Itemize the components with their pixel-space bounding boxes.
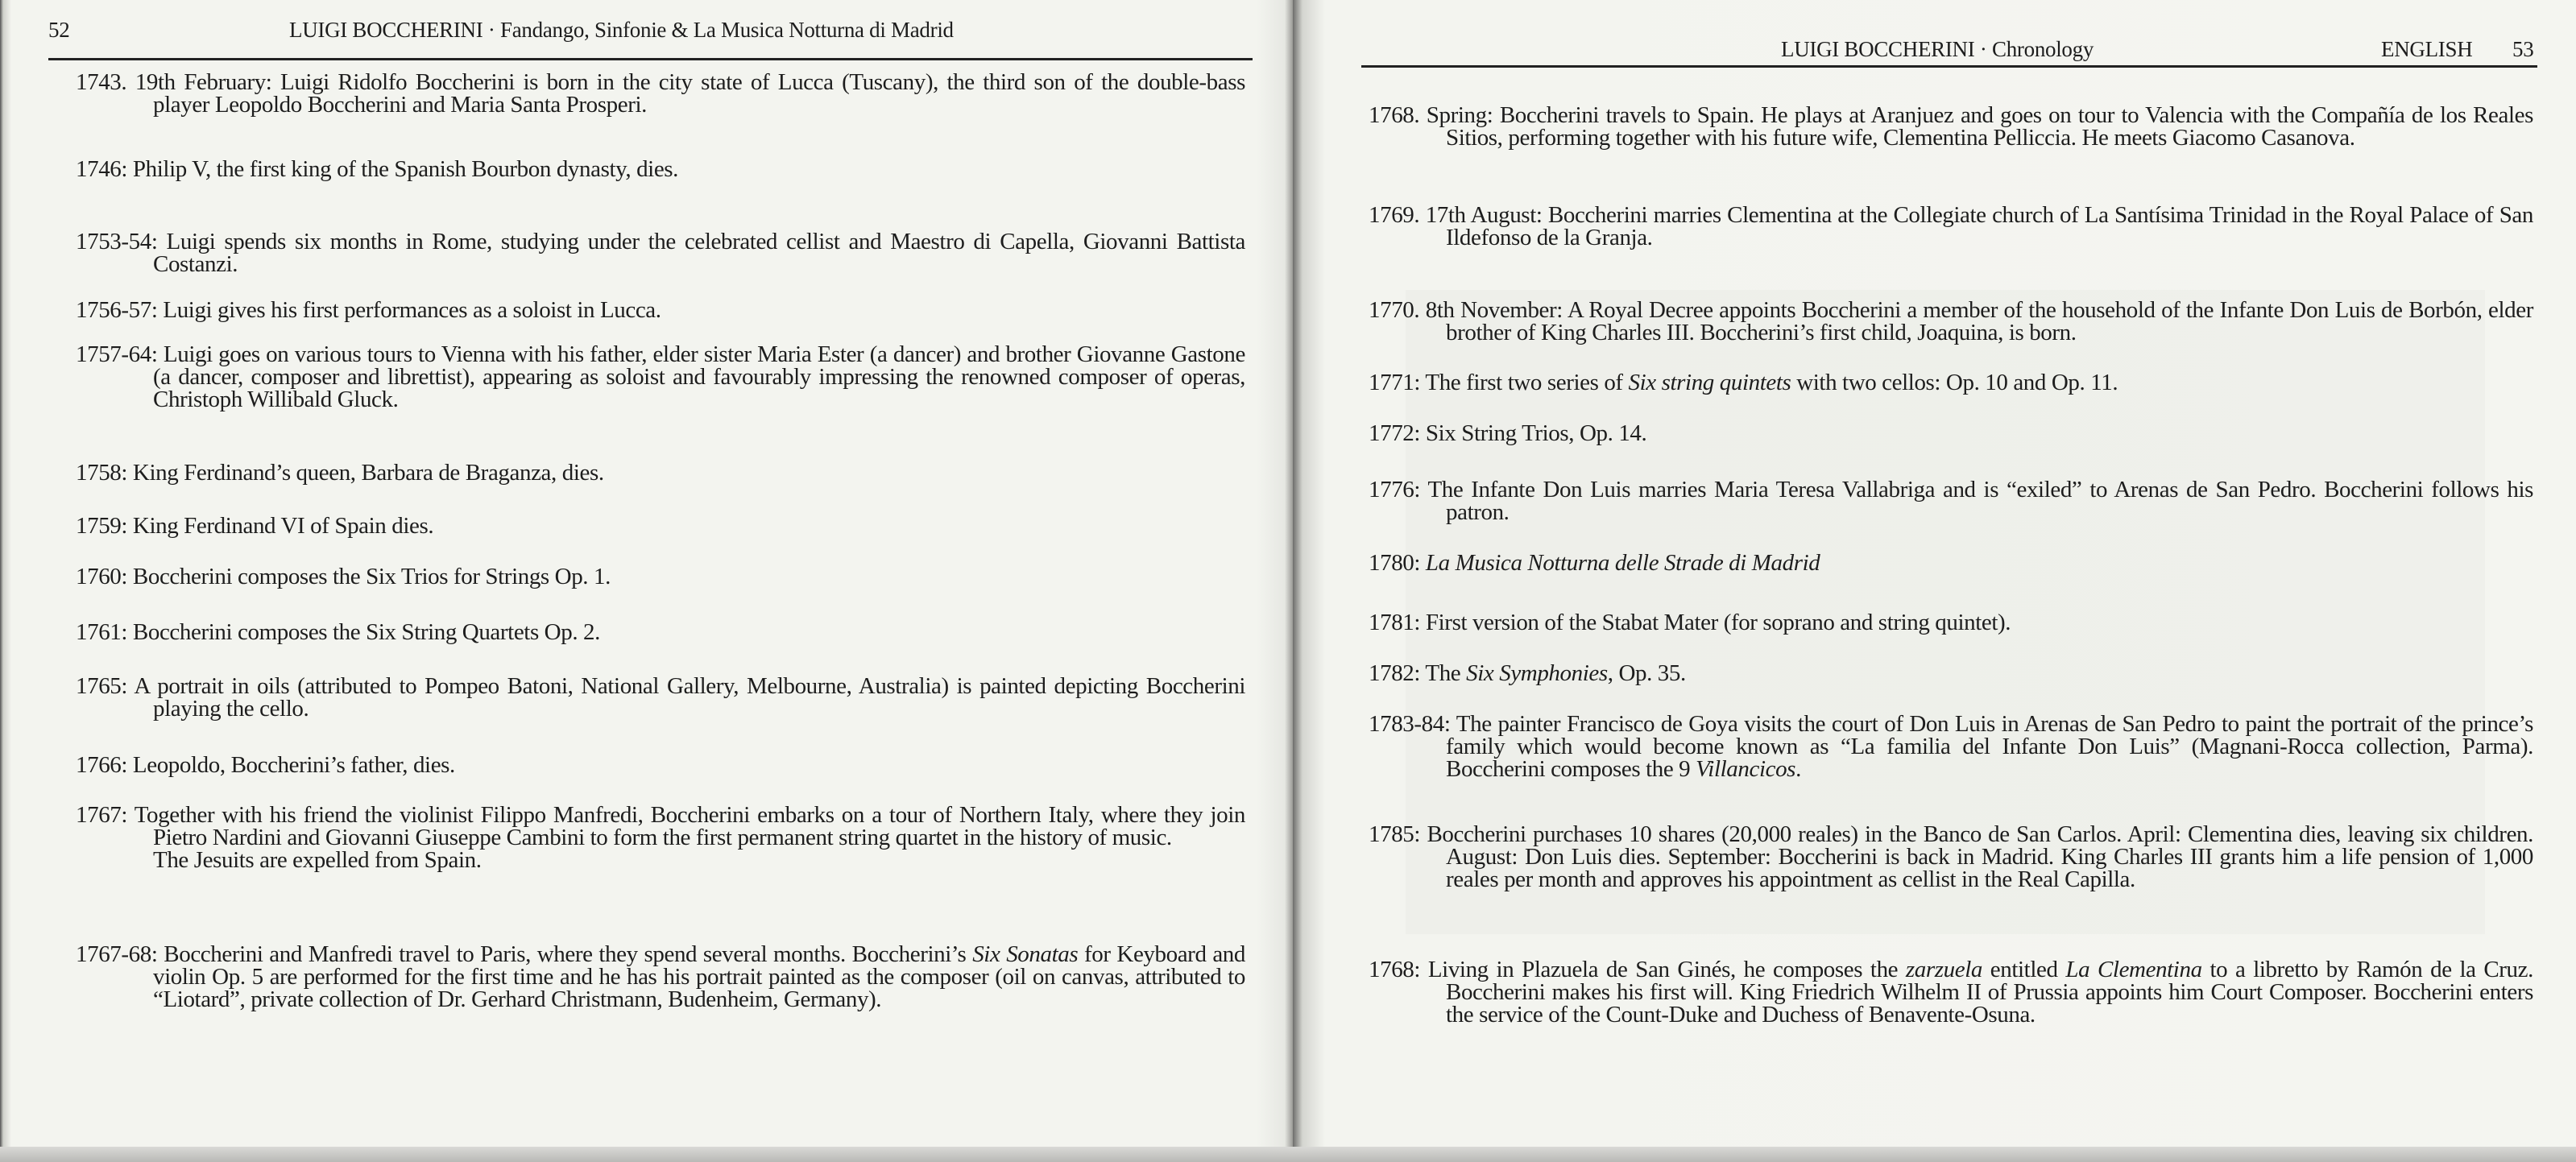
entry-text: First version of the Stabat Mater (for soprano and string quintet).	[1425, 610, 2011, 635]
entry-text: The	[1425, 660, 1467, 686]
entry-text-italic: Six Symphonies	[1466, 660, 1608, 686]
page-number: 53	[2512, 37, 2534, 61]
entry-text-italic: La Clementina	[2065, 957, 2202, 982]
entry-text-italic: Villancicos	[1696, 756, 1796, 782]
entry-text: for Keyboard and violin Op. 5 are performed for the first time and he has his portrait painted as the composer (oil on canvas, attributed to “Liotard”, private collection of Dr. Gerhard Christmann, Budenheim, Germany).	[153, 941, 1245, 1012]
entry-year: 1770.	[1369, 297, 1420, 323]
entry-year: 1780:	[1369, 550, 1421, 576]
entry-year: 1769.	[1369, 202, 1420, 228]
entry-text: .	[1795, 756, 1801, 782]
entry-year: 1776:	[1369, 477, 1421, 502]
scan-edge	[0, 1147, 2576, 1162]
entry-year: 1768.	[1369, 102, 1420, 128]
chronology-entry	[76, 461, 1245, 484]
entry-note: The Jesuits are expelled from Spain.	[153, 847, 482, 873]
entry-text: Luigi spends six months in Rome, studying under the celebrated cellist and Maestro di Capella, Giovanni Battista Costanzi.	[153, 229, 1245, 277]
chronology-entry	[76, 943, 1245, 1011]
running-title: LUIGI BOCCHERINI · Fandango, Sinfonie & La Musica Notturna di Madrid	[289, 18, 954, 42]
chronology-entry	[1369, 299, 2533, 344]
chronology-entry	[76, 299, 1245, 321]
entry-year: 1761:	[76, 619, 128, 645]
chronology-entry	[1369, 204, 2533, 249]
chronology-entry	[1369, 958, 2533, 1026]
chronology-entry	[1369, 611, 2533, 634]
entry-year: 1767-68:	[76, 941, 158, 967]
entry-year: 1767:	[76, 802, 128, 828]
chronology-entry	[76, 754, 1245, 776]
entry-text: Leopoldo, Boccherini’s father, dies.	[132, 752, 455, 778]
entry-text: King Ferdinand’s queen, Barbara de Braganza, dies.	[132, 460, 604, 486]
entry-text: Six String Trios, Op. 14.	[1425, 420, 1647, 446]
header-rule	[48, 58, 1253, 60]
entry-text: , Op. 35.	[1607, 660, 1686, 686]
entry-year: 1759:	[76, 513, 128, 539]
entry-year: 1757-64:	[76, 341, 158, 367]
chronology-entry	[1369, 104, 2533, 149]
entry-text-italic: Six Sonatas	[972, 941, 1079, 967]
running-title: LUIGI BOCCHERINI · Chronology	[1781, 37, 2094, 61]
entry-year: 1783-84:	[1369, 711, 1451, 737]
chronology-entry	[76, 158, 1245, 180]
left-page	[0, 0, 1293, 1147]
chronology-entry	[1369, 662, 2533, 684]
entry-text: Boccherini composes the Six String Quartets Op. 2.	[132, 619, 600, 645]
entry-text: Together with his friend the violinist Filippo Manfredi, Boccherini embarks on a tour of Northern Italy, where they join Pietro Nardini and Giovanni Giuseppe Cambini to form the first permanent string quartet in the history of music.	[134, 802, 1245, 850]
chronology-entry	[1369, 371, 2533, 394]
page-number: 52	[48, 18, 70, 42]
entry-text: Boccherini and Manfredi travel to Paris, where they spend several months. Boccherini’s	[164, 941, 973, 967]
language-label: ENGLISH	[2381, 37, 2473, 61]
entry-text: entitled	[1982, 957, 2066, 982]
entry-text: King Ferdinand VI of Spain dies.	[132, 513, 434, 539]
chronology-entry	[76, 515, 1245, 537]
entry-text-italic: Six string quintets	[1628, 370, 1791, 395]
entry-text: 8th November: A Royal Decree appoints Boccherini a member of the household of the Infante Don Luis de Borbón, elder brother of King Charles III. Boccherini’s first child, Joaquina, is born.	[1425, 297, 2533, 345]
entry-text-italic: La Musica Notturna delle Strade di Madrid	[1425, 550, 1820, 576]
chronology-entry	[76, 621, 1245, 643]
entry-text: The Infante Don Luis marries Maria Teresa Vallabriga and is “exiled” to Arenas de San Pedro. Boccherini follows his patron.	[1427, 477, 2533, 525]
right-page	[1293, 0, 2576, 1147]
chronology-entry	[76, 71, 1245, 116]
entry-year: 1765:	[76, 673, 128, 699]
entry-year: 1782:	[1369, 660, 1421, 686]
entry-text: Boccherini composes the Six Trios for Strings Op. 1.	[132, 564, 611, 589]
entry-year: 1785:	[1369, 821, 1421, 847]
chronology-entry	[1369, 552, 2533, 574]
chronology-entry	[1369, 478, 2533, 523]
entry-text: The first two series of	[1425, 370, 1629, 395]
chronology-entry	[76, 675, 1245, 720]
entry-year: 1753-54:	[76, 229, 158, 254]
chronology-entry	[76, 804, 1245, 871]
entry-year: 1768:	[1369, 957, 1421, 982]
chronology-entry	[1369, 422, 2533, 445]
chronology-entry	[1369, 713, 2533, 780]
entry-year: 1756-57:	[76, 297, 158, 323]
entry-text: Spring: Boccherini travels to Spain. He plays at Aranjuez and goes on tour to Valencia with the Compañía de los Reales Sitios, performing together with his future wife, Clementina Pelliccia. He meets Giacomo Casanova.	[1426, 102, 2534, 151]
entry-text: 19th February: Luigi Ridolfo Boccherini is born in the city state of Lucca (Tuscany), the third son of the double-bass player Leopoldo Boccherini and Maria Santa Prosperi.	[135, 69, 1245, 118]
entry-text: Boccherini purchases 10 shares (20,000 reales) in the Banco de San Carlos. April: Clementina dies, leaving six children. August: Don Luis dies. September: Boccherini is back in Madrid. King Charles III grants him a life pension of 1,000 reales per month and approves his appointment as cellist in the Real Capilla.	[1427, 821, 2533, 892]
header-rule	[1361, 65, 2537, 68]
entry-text: A portrait in oils (attributed to Pompeo Batoni, National Gallery, Melbourne, Australia) is painted depicting Boccherini playing the cello.	[134, 673, 1246, 722]
entry-year: 1760:	[76, 564, 128, 589]
entry-year: 1781:	[1369, 610, 1421, 635]
chronology-entry	[76, 230, 1245, 275]
entry-year: 1743.	[76, 69, 127, 95]
entry-text: Luigi gives his first performances as a soloist in Lucca.	[163, 297, 661, 323]
chronology-entry	[76, 343, 1245, 411]
entry-year: 1746:	[76, 156, 128, 182]
entry-text: 17th August: Boccherini marries Clementina at the Collegiate church of La Santísima Trinidad in the Royal Palace of San Ildefonso de la Granja.	[1425, 202, 2533, 250]
entry-text: to a libretto by Ramón de la Cruz. Boccherini makes his first will. King Friedrich Wilhelm II of Prussia appoints him Court Composer. Boccherini enters the service of the Count-Duke and Duchess of Benavente-Osuna.	[1446, 957, 2533, 1028]
chronology-entry	[1369, 823, 2533, 891]
entry-text-italic: zarzuela	[1905, 957, 1983, 982]
entry-year: 1766:	[76, 752, 128, 778]
entry-year: 1772:	[1369, 420, 1421, 446]
chronology-entry	[76, 565, 1245, 588]
entry-text: Philip V, the first king of the Spanish Bourbon dynasty, dies.	[132, 156, 679, 182]
entry-text: Living in Plazuela de San Ginés, he composes the	[1427, 957, 1906, 982]
entry-year: 1771:	[1369, 370, 1421, 395]
entry-year: 1758:	[76, 460, 128, 486]
entry-text: with two cellos: Op. 10 and Op. 11.	[1791, 370, 2118, 395]
entry-text: Luigi goes on various tours to Vienna with his father, elder sister Maria Ester (a dancer) and brother Giovanne Gastone (a dancer, composer and librettist), appearing as soloist and favourably impressing the renowned composer of operas, Christoph Willibald Gluck.	[153, 341, 1245, 412]
entry-text: The painter Francisco de Goya visits the court of Don Luis in Arenas de San Pedro to paint the portrait of the prince’s family which would become known as “La familia del Infante Don Luis” (Magnani-Rocca collection, Parma). Boccherini composes the 9	[1446, 711, 2533, 782]
